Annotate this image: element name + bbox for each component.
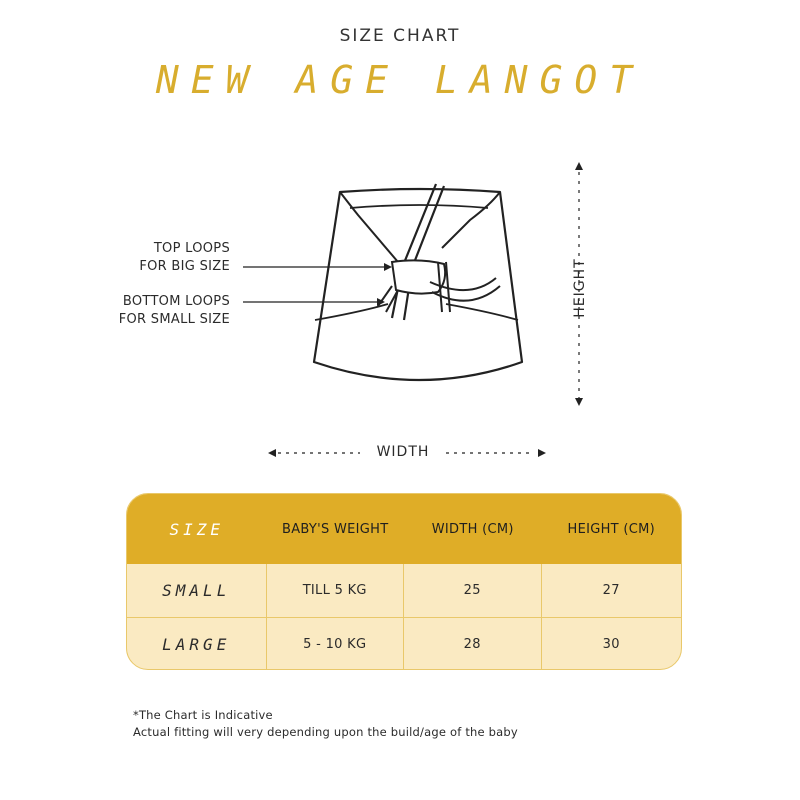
bottom-loops-line-2: FOR SMALL SIZE: [118, 312, 230, 327]
bottom-loops-label: [100, 293, 230, 329]
header-size: SIZE: [169, 519, 225, 539]
top-loops-line-1: TOP LOOPS: [153, 241, 230, 256]
row-weight: 5 - 10 KG: [267, 617, 405, 670]
table-header-row: [127, 494, 681, 564]
row-height: 30: [602, 636, 620, 652]
top-loops-arrowhead: [384, 263, 392, 271]
header-babys-weight: BABY'S WEIGHT: [281, 521, 389, 537]
height-arrow-top: [575, 162, 583, 170]
header-width: WIDTH (CM): [431, 521, 514, 537]
top-loops-line-2: FOR BIG SIZE: [139, 259, 230, 274]
table-row: [127, 617, 681, 670]
row-width: 25: [404, 564, 542, 617]
row-height: 27: [602, 583, 620, 598]
footnote-fitting: Actual fitting will very depending upon the build/age of the baby: [133, 725, 518, 739]
top-loops-label: [100, 240, 230, 276]
footnote-indicative: *The Chart is Indicative: [133, 708, 273, 722]
bottom-loops-line-1: BOTTOM LOOPS: [122, 294, 230, 309]
size-chart-heading: SIZE CHART: [339, 26, 461, 46]
width-arrow-left: [268, 449, 276, 457]
langot-diagram: [200, 150, 620, 420]
row-weight: TILL 5 KG: [267, 564, 405, 617]
langot-right-flap: [442, 192, 500, 248]
row-size: SMALL: [127, 564, 267, 617]
row-size: LARGE: [127, 617, 267, 670]
langot-top-band: [350, 205, 488, 208]
size-table: [126, 493, 682, 670]
langot-left-flap: [340, 192, 398, 262]
width-label: WIDTH: [376, 444, 430, 460]
langot-tie-knot: [392, 260, 445, 293]
product-title: NEW AGE LANGOT: [155, 58, 645, 102]
height-label: HEIGHT: [572, 258, 588, 318]
header-height: HEIGHT (CM): [567, 521, 655, 537]
table-row: [127, 564, 681, 618]
langot-mid-band: [315, 304, 518, 320]
width-arrow-right: [538, 449, 546, 457]
height-arrow-bottom: [575, 398, 583, 406]
row-width: 28: [404, 617, 542, 670]
